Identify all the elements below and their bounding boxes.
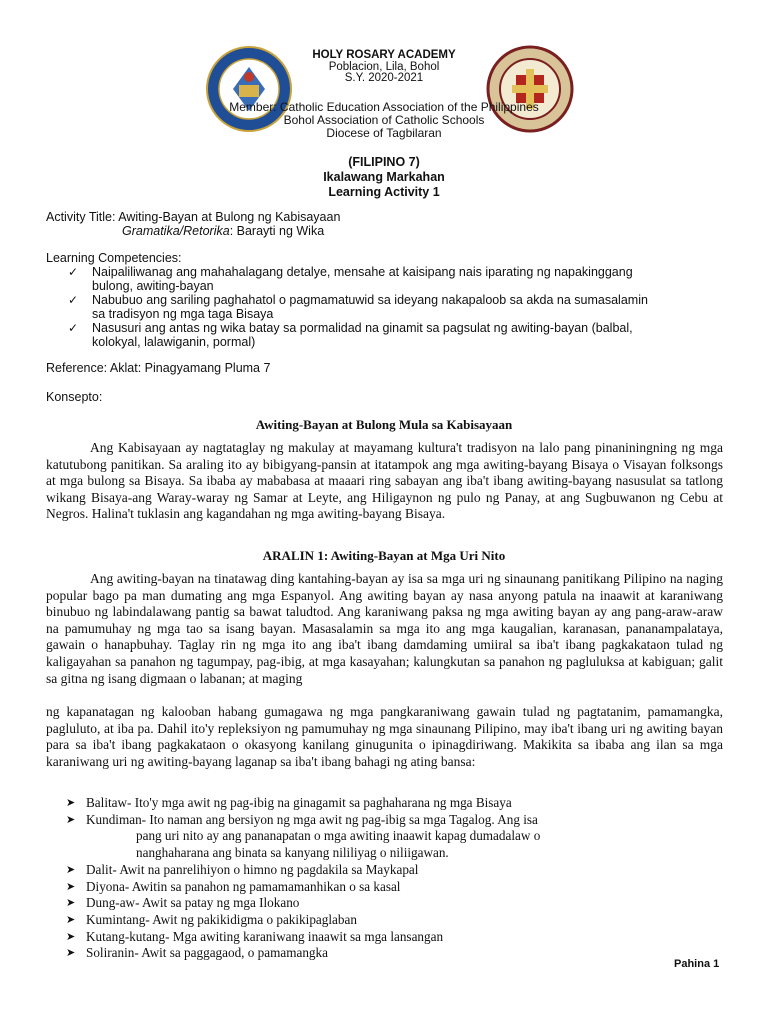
competency-item	[0, 293, 768, 321]
lesson-paragraph-1	[46, 571, 723, 687]
list-item-continuation: nanghaharana ang binata sa kanyang nililiyag o niliigawan.	[136, 845, 449, 861]
checkmark-icon: ✓	[68, 293, 79, 307]
membership-block	[0, 101, 768, 140]
competency-text: Nabubuo ang sariling paghahatol o pagmamatuwid sa ideyang nakapaloob sa akda na sumasalamin	[92, 293, 648, 307]
list-item: ➤ Kutang-kutang- Mga awiting karaniwang inaawit sa mga lansangan	[66, 928, 444, 944]
competencies-heading: Learning Competencies:	[46, 251, 182, 265]
member-line: Diocese of Tagbilaran	[326, 126, 442, 140]
list-item: ➤ Dalit- Awit na panrelihiyon o himno ng pagdakila sa Maykapal	[66, 861, 419, 877]
paragraph-text: Ang awiting-bayan na tinatawag ding kantahing-bayan ay isa sa mga uri ng sinaunang panitikang Pilipino na naging popular bago pa man dumating ang mga Espanyol. Ang awiting bayan ay nasa anyong patula na inaawit at karaniwang binubuo ng labindalawang pantig sa bawat taludtod. Ang karaniwang paksa ng mga awiting bayan ay ang pang-araw-araw na pamumuhay ng mga tao sa isang bayan. Masasalamin sa mga ito ang mga kaugalian, karanasan, pananampalataya, gawain o hanapbuhay. Taglay rin ng mga ito ang iba't ibang damdaming umiiral sa iba't ibang pagkakataon tulad ng kaligayahan sa panahon ng tagumpay, pag-ibig, at mga kasayahan; kalungkutan sa panahon ng pagluluksa at kabiguan; galit sa gitna ng isang digmaan o labanan; at maging	[46, 571, 723, 686]
list-item: ➤ Kundiman- Ito naman ang bersiyon ng mga awit ng pag-ibig sa mga Tagalog. Ang isa	[66, 811, 538, 827]
reference-line: Reference: Aklat: Pinagyamang Pluma 7	[46, 361, 271, 375]
member-line: Bohol Association of Catholic Schools	[283, 113, 485, 127]
paragraph-text: ng kapanatagan ng kalooban habang gumagawa ng mga pangkaraniwang gawain tulad ng pagtatanim, pamamangka, pagluluto, at iba pa. Dahil ito'y repleksiyon ng pamumuhay ng mga sinaunang Pilipino, may iba't ibang uri ng awiting bayan para sa iba't ibang pagkakataon o okasyong kanilang ginugunita o ipinagdiriwang. Makikita sa ibaba ang ilan sa mga karaniwang uri ng awiting-bayang laganap sa iba't ibang bahagi ng ating bansa:	[46, 704, 723, 769]
school-address: Poblacion, Lila, Bohol	[328, 60, 440, 73]
arrow-bullet-icon: ➤	[66, 797, 76, 809]
subject-title: (FILIPINO 7)	[348, 155, 420, 169]
competencies-list	[0, 265, 768, 349]
competency-text: kolokyal, lalawiganin, pormal)	[92, 335, 256, 349]
konsepto-label: Konsepto:	[46, 390, 103, 404]
arrow-bullet-icon: ➤	[66, 813, 76, 826]
competency-text: bulong, awiting-bayan	[92, 279, 214, 293]
list-item: ➤ Dung-aw- Awit sa patay ng mga Ilokano	[66, 895, 300, 911]
competency-item	[0, 321, 768, 349]
school-name: HOLY ROSARY ACADEMY	[312, 49, 456, 61]
arrow-bullet-icon: ➤	[66, 913, 76, 926]
list-item: ➤ Soliranin- Awit sa paggagaod, o pamamangka	[66, 945, 328, 961]
school-header	[0, 50, 768, 85]
activity-number: Learning Activity 1	[328, 185, 440, 199]
activity-title-value: Awiting-Bayan at Bulong ng Kabisayaan	[118, 210, 341, 224]
competency-text: Naipaliliwanag ang mahahalagang detalye, mensahe at kaisipang nais iparating ng napakinggang	[92, 265, 633, 279]
intro-paragraph	[46, 440, 723, 523]
activity-title-line	[46, 210, 340, 224]
list-item: ➤ Diyona- Awitin sa panahon ng pamamamanhikan o sa kasal	[66, 878, 401, 894]
checkmark-icon: ✓	[68, 265, 79, 279]
arrow-bullet-icon: ➤	[66, 880, 76, 893]
activity-title-label: Activity Title:	[46, 210, 116, 224]
song-types-list	[66, 795, 726, 962]
arrow-bullet-icon: ➤	[66, 947, 76, 960]
document-title	[0, 155, 768, 200]
list-item: ➤ Balitaw- Ito'y mga awit ng pag-ibig na ginagamit sa paghaharana ng mga Bisaya	[66, 795, 512, 810]
grammar-label: Gramatika/Retorika	[122, 224, 230, 238]
page-number: Pahina 1	[674, 958, 720, 970]
paragraph-text: Ang Kabisayaan ay nagtataglay ng makulay at mayamang kultura't tradisyon na lalo pang pinaniningning ng mga katutubong panitikan. Sa araling ito ay bibigyang-pansin at itatampok ang mga awiting-bayang Bisaya o Visayan folksongs at mga bulong sa Bisaya. Sa ibaba ay mababasa at maaari ring sabayan ang iba't ibang awiting-bayang nasusulat sa tatlong wikang Bisaya-ang Waray-waray ng Samar at Leyte, ang Hiligaynon ng pulo ng Panay, at ang Sugbuwanon ng Cebu at Negros. Halina't tuklasin ang kagandahan ng mga awiting-bayang Bisaya.	[46, 440, 723, 522]
lesson-title: ARALIN 1: Awiting-Bayan at Mga Uri Nito	[262, 548, 506, 563]
quarter-title: Ikalawang Markahan	[323, 170, 445, 184]
member-line: Member: Catholic Education Association of the Philippines	[229, 100, 539, 114]
school-year: S.Y. 2020-2021	[344, 72, 424, 84]
list-item-continuation: pang uri nito ay ang pananapatan o mga awiting inaawit kapag dumadalaw o	[136, 828, 541, 844]
list-item: ➤ Kumintang- Awit ng pakikidigma o pakikipaglaban	[66, 911, 357, 927]
arrow-bullet-icon: ➤	[66, 863, 76, 876]
lesson-paragraph-2	[46, 704, 723, 770]
section-title: Awiting-Bayan at Bulong Mula sa Kabisayaan	[255, 417, 513, 432]
grammar-line	[122, 224, 324, 238]
checkmark-icon: ✓	[68, 321, 79, 335]
competency-text: sa tradisyon ng mga taga Bisaya	[92, 307, 274, 321]
arrow-bullet-icon: ➤	[66, 897, 76, 910]
competency-text: Nasusuri ang antas ng wika batay sa pormalidad na ginamit sa pagsulat ng awiting-bayan (balbal,	[92, 321, 633, 335]
grammar-value: : Barayti ng Wika	[229, 224, 325, 238]
arrow-bullet-icon: ➤	[66, 930, 76, 943]
competency-item	[0, 265, 768, 293]
